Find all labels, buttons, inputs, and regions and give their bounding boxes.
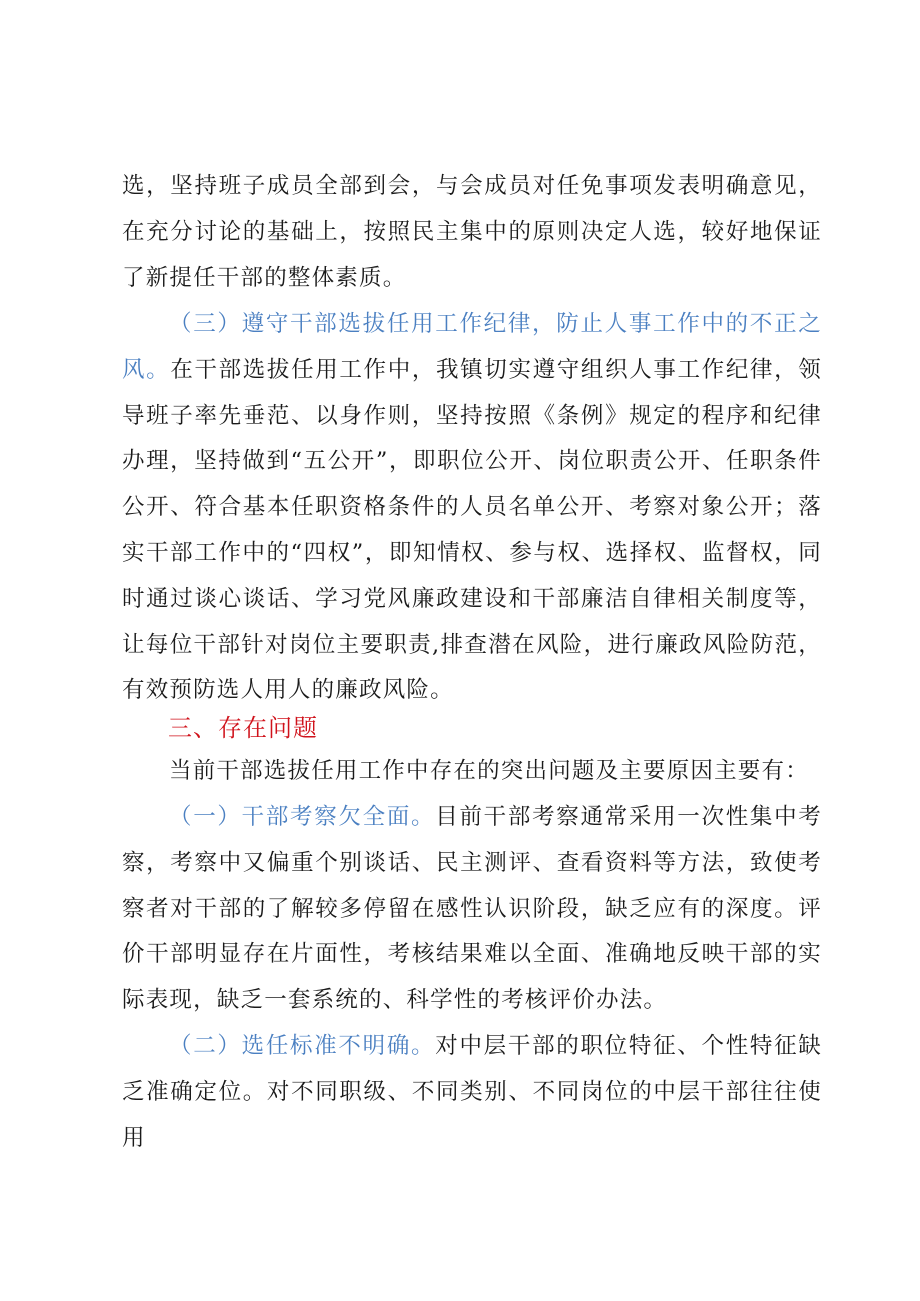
continuation-paragraph: 选，坚持班子成员全部到会，与会成员对任免事项发表明确意见，在充分讨论的基础上，按照民主集中的原则决定人选，较好地保证了新提任干部的整体素质。: [122, 173, 822, 291]
section-three-heading: 三、存在问题: [168, 714, 318, 742]
discipline-subheading: （三）遵守干部选拔任用工作纪律，防止人事工作中的不正之风。: [122, 311, 822, 383]
problem-item-1: [122, 795, 822, 1024]
section-three-intro: 当前干部选拔任用工作中存在的突出问题及主要原因主要有：: [169, 758, 809, 784]
problem-item-2-body: 对中层干部的职位特征、个性特征缺乏准确定位。对不同职级、不同类别、不同岗位的中层干部往往使用: [122, 1033, 823, 1151]
problem-item-1-heading: （一）干部考察欠全面。: [169, 804, 436, 830]
problem-item-2-heading: （二）选任标准不明确。: [169, 1033, 436, 1059]
discipline-body: 在干部选拔任用工作中，我镇切实遵守组织人事工作纪律，领导班子率先垂范、以身作则，坚持按照《条例》规定的程序和纪律办理，坚持做到“五公开”，即职位公开、岗位职责公开、任职条件公开、符合基本任职资格条件的人员名单公开、考察对象公开；落实干部工作中的“四权”，即知情权、参与权、选择权、监督权，同时通过谈心谈话、学习党风廉政建设和干部廉洁自律相关制度等，让每位干部针对岗位主要职责,排查潜在风险，进行廉政风险防范，有效预防选人用人的廉政风险。: [122, 356, 822, 704]
discipline-paragraph: [122, 302, 822, 714]
problem-item-1-body: 目前干部考察通常采用一次性集中考察，考察中又偏重个别谈话、民主测评、查看资料等方法，致使考察者对干部的了解较多停留在感性认识阶段，缺乏应有的深度。评价干部明显存在片面性，考核结果难以全面、准确地反映干部的实际表现，缺乏一套系统的、科学性的考核评价办法。: [122, 804, 823, 1014]
problem-item-2: [122, 1024, 822, 1161]
